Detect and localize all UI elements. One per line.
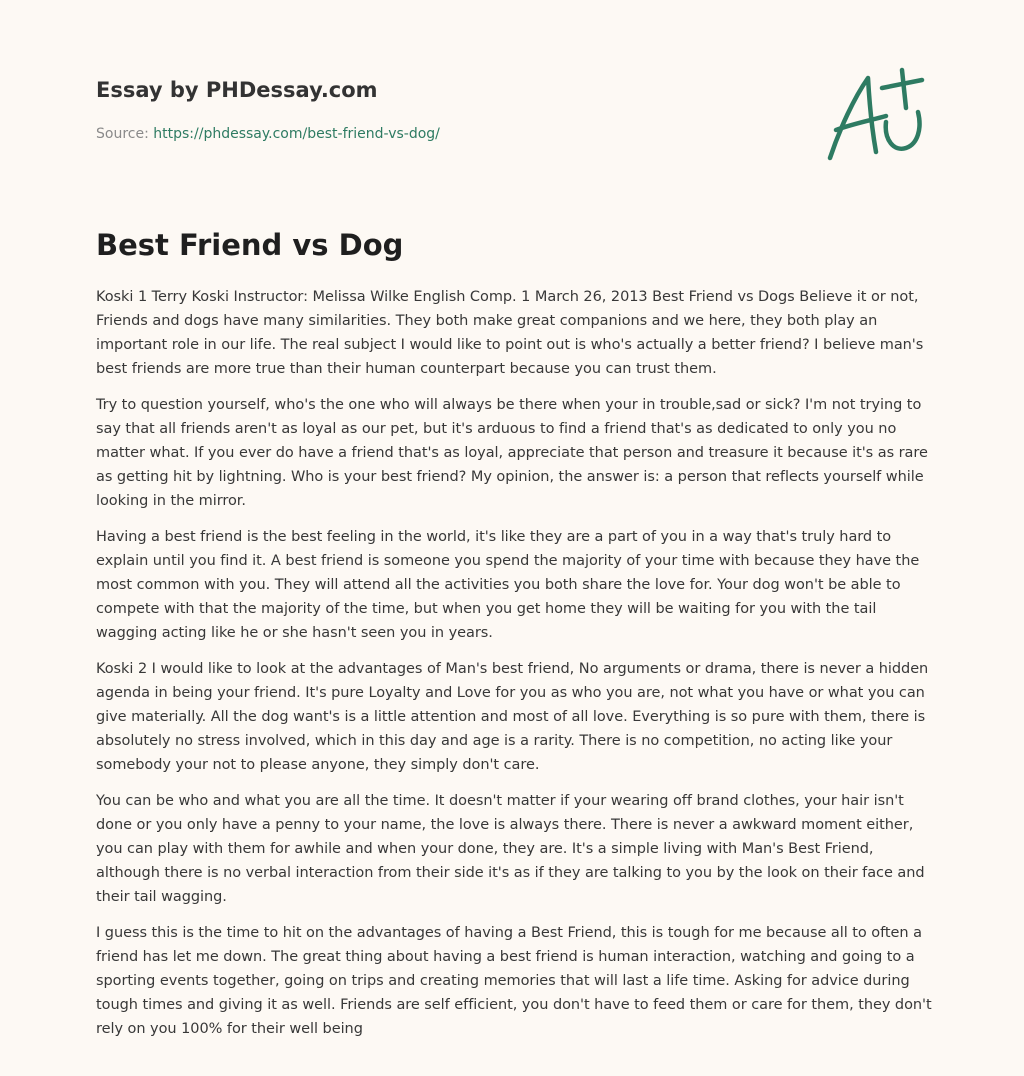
page-header [96,74,736,144]
source-line [96,124,736,144]
essay-paragraph: I guess this is the time to hit on the advantages of having a Best Friend, this is tough for me because all to often a friend has let me down. The great thing about having a best friend is human interaction, watching and going to a sporting events together, going on trips and creating memories that will last a life time. Asking for advice during tough times and giving it as well. Friends are self efficient, you don't have to feed them or care for them, they don't rely on you 100% for their well being [96,925,932,1037]
essay-title: Best Friend vs Dog [96,228,404,262]
essay-paragraph: Try to question yourself, who's the one who will always be there when your in trouble,sad or sick? I'm not trying to say that all friends aren't as loyal as our pet, but it's arduous to find a friend that's as dedicated to only you no matter what. If you ever do have a friend that's as loyal, appreciate that person and treasure it because it's as rare as getting hit by lightning. Who is your best friend? My opinion, the answer is: a person that reflects yourself while looking in the mirror. [96,397,928,509]
essay-paragraph: Having a best friend is the best feeling in the world, it's like they are a part of you in a way that's truly hard to explain until you find it. A best friend is someone you spend the majority of your time with because they have the most common with you. They will attend all the activities you both share the love for. Your dog won't be able to compete with that the majority of the time, but when you get home they will be waiting for you with the tail wagging acting like he or she hasn't seen you in years. [96,529,920,641]
source-link[interactable]: https://phdessay.com/best-friend-vs-dog/ [153,126,440,142]
essay-paragraph: You can be who and what you are all the time. It doesn't matter if your wearing off brand clothes, your hair isn't done or you only have a penny to your name, the love is always there. There is never a awkward moment either, you can play with them for awhile and when your done, they are. It's a simple living with Man's Best Friend, although there is no verbal interaction from their side it's as if they are talking to you by the look on their face and their tail wagging. [96,793,925,905]
site-brand: Essay by PHDessay.com [96,78,378,102]
essay-body [96,285,932,1053]
essay-paragraph: Koski 1 Terry Koski Instructor: Melissa Wilke English Comp. 1 March 26, 2013 Best Friend vs Dogs Believe it or not, Friends and dogs have many similarities. They both make great companions and we here, they both play an important role in our life. The real subject I would like to point out is who's actually a better friend? I believe man's best friends are more true than their human counterpart because you can trust them. [96,289,924,377]
essay-paragraph: Koski 2 I would like to look at the advantages of Man's best friend, No arguments or drama, there is never a hidden agenda in being your friend. It's pure Loyalty and Love for you as who you are, not what you have or what you can give materially. All the dog want's is a little attention and most of all love. Everything is so pure with them, there is absolutely no stress involved, which in this day and age is a rarity. There is no competition, no acting like your somebody your not to please anyone, they simply don't care. [96,661,929,773]
a-plus-logo-icon [822,66,926,166]
source-label: Source: [96,126,154,142]
